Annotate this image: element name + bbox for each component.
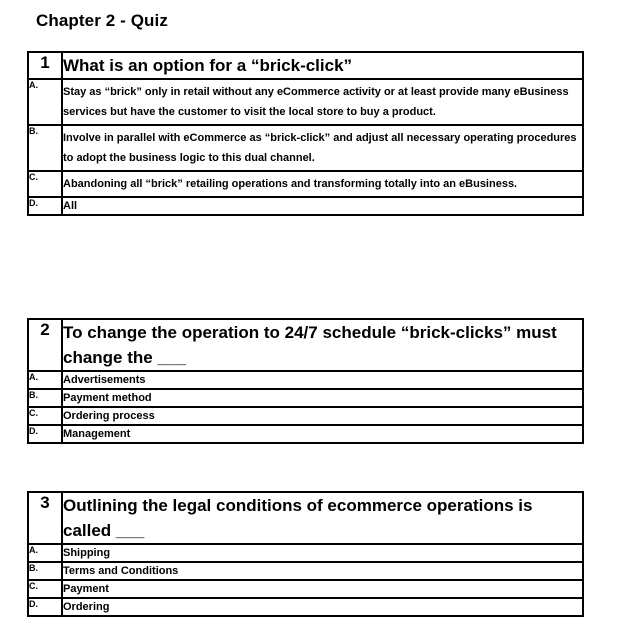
question-text: To change the operation to 24/7 schedule “brick-clicks” must change the ___ bbox=[62, 319, 583, 371]
page-title: Chapter 2 - Quiz bbox=[36, 11, 168, 30]
question-number: 1 bbox=[28, 52, 62, 79]
option-text: Abandoning all “brick” retailing operations and transforming totally into an eBusiness. bbox=[62, 171, 583, 197]
answer-option-c[interactable] bbox=[28, 171, 583, 197]
answer-option-d[interactable] bbox=[28, 425, 583, 443]
question-text: What is an option for a “brick-click” bbox=[62, 52, 583, 79]
answer-option-a[interactable] bbox=[28, 79, 583, 125]
option-letter: C. bbox=[28, 580, 62, 598]
question-row bbox=[28, 492, 583, 544]
option-text: Ordering bbox=[62, 598, 583, 616]
option-letter: B. bbox=[28, 389, 62, 407]
option-text: Ordering process bbox=[62, 407, 583, 425]
answer-option-a[interactable] bbox=[28, 544, 583, 562]
option-letter: B. bbox=[28, 562, 62, 580]
option-text: Involve in parallel with eCommerce as “brick-click” and adjust all necessary operating procedures to adopt the business logic to this dual channel. bbox=[62, 125, 583, 171]
option-text: Payment bbox=[62, 580, 583, 598]
question-text: Outlining the legal conditions of ecommerce operations is called ___ bbox=[62, 492, 583, 544]
option-letter: A. bbox=[28, 371, 62, 389]
question-1-table bbox=[27, 51, 584, 216]
option-letter: A. bbox=[28, 544, 62, 562]
option-text: All bbox=[62, 197, 583, 215]
answer-option-b[interactable] bbox=[28, 562, 583, 580]
question-row bbox=[28, 319, 583, 371]
option-text: Advertisements bbox=[62, 371, 583, 389]
question-number: 2 bbox=[28, 319, 62, 371]
option-text: Stay as “brick” only in retail without any eCommerce activity or at least provide many eBusiness services but have the customer to visit the local store to buy a product. bbox=[62, 79, 583, 125]
question-row bbox=[28, 52, 583, 79]
answer-option-b[interactable] bbox=[28, 389, 583, 407]
answer-option-d[interactable] bbox=[28, 197, 583, 215]
answer-option-b[interactable] bbox=[28, 125, 583, 171]
option-text: Management bbox=[62, 425, 583, 443]
option-text: Terms and Conditions bbox=[62, 562, 583, 580]
option-text: Shipping bbox=[62, 544, 583, 562]
question-2-table bbox=[27, 318, 584, 444]
option-text: Payment method bbox=[62, 389, 583, 407]
answer-option-c[interactable] bbox=[28, 580, 583, 598]
question-3-table bbox=[27, 491, 584, 617]
option-letter: D. bbox=[28, 425, 62, 443]
answer-option-c[interactable] bbox=[28, 407, 583, 425]
option-letter: C. bbox=[28, 407, 62, 425]
option-letter: C. bbox=[28, 171, 62, 197]
option-letter: B. bbox=[28, 125, 62, 171]
option-letter: A. bbox=[28, 79, 62, 125]
answer-option-a[interactable] bbox=[28, 371, 583, 389]
answer-option-d[interactable] bbox=[28, 598, 583, 616]
option-letter: D. bbox=[28, 197, 62, 215]
question-number: 3 bbox=[28, 492, 62, 544]
option-letter: D. bbox=[28, 598, 62, 616]
